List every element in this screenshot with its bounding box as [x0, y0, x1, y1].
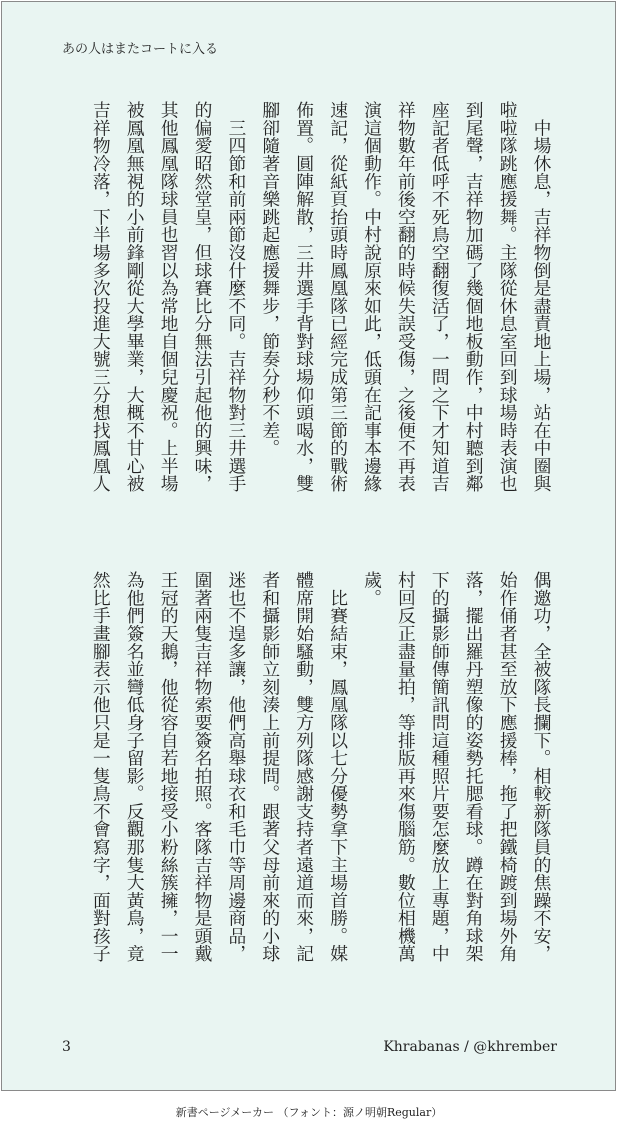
text-column: 比賽結束，鳳凰隊以七分優勢拿下主場首勝。媒 — [327, 571, 349, 963]
text-column: 圍著兩隻吉祥物索要簽名拍照。客隊吉祥物是頭戴 — [192, 571, 213, 963]
text-column: 落，擺出羅丹塑像的姿勢托腮看球。蹲在對角球架 — [463, 571, 485, 963]
text-column: 演這個動作。中村說原來如此，低頭在記事本邊緣 — [361, 101, 383, 493]
text-column: 的偏愛昭然堂皇，但球賽比分無法引起他的興味， — [192, 101, 213, 493]
text-column: 啦啦隊跳應援舞。主隊從休息室回到球場時表演也 — [497, 101, 519, 493]
author-credit: Khrabanas / @khrember — [383, 1039, 557, 1055]
text-column: 體席開始騷動，雙方列隊感謝支持者遠道而來，記 — [293, 571, 315, 963]
text-column: 被鳳凰無視的小前鋒剛從大學畢業，大概不甘心被 — [124, 101, 146, 493]
text-column: 下的攝影師傳簡訊問這種照片要怎麼放上專題，中 — [429, 571, 451, 963]
text-column: 吉祥物冷落，下半場多次投進大號三分想找鳳凰人 — [90, 101, 112, 493]
text-column: 者和攝影師立刻湊上前提問。跟著父母前來的小球 — [259, 571, 281, 963]
page-number: 3 — [62, 1039, 71, 1055]
text-column: 歲。 — [361, 571, 383, 607]
text-column: 三四節和前兩節沒什麼不同。吉祥物對三井選手 — [225, 101, 247, 493]
text-column: 迷也不遑多讓，他們高舉球衣和毛巾等周邊商品， — [225, 571, 247, 963]
text-column: 其他鳳凰隊球員也習以為常地自個兒慶祝。上半場 — [158, 101, 180, 493]
text-column: 然比手畫腳表示他只是一隻鳥不會寫字，面對孩子 — [90, 571, 112, 963]
text-column: 始作俑者甚至放下應援棒，拖了把鐵椅踱到場外角 — [497, 571, 519, 963]
text-column: 到尾聲，吉祥物加碼了幾個地板動作，中村聽到鄰 — [463, 101, 485, 493]
generator-caption: 新書ページメーカー （フォント：源ノ明朝Regular） — [175, 1106, 443, 1119]
text-column: 座記者低呼不死鳥空翻復活了，一問之下才知道吉 — [429, 101, 451, 493]
text-column: 腳卻隨著音樂跳起應援舞步，節奏分秒不差。 — [259, 101, 281, 457]
text-column: 祥物數年前後空翻的時候失誤受傷，之後便不再表 — [395, 101, 417, 493]
text-column: 中場休息，吉祥物倒是盡責地上場，站在中圈與 — [531, 101, 552, 493]
text-column: 為他們簽名並彎低身子留影。反觀那隻大黃鳥，竟 — [124, 571, 146, 963]
text-column: 王冠的天鵝，他從容自若地接受小粉絲簇擁，一一 — [158, 571, 180, 963]
text-column: 村回反正盡量拍，等排版再來傷腦筋。數位相機萬 — [395, 571, 417, 963]
book-page — [1, 1, 616, 1091]
running-header: あの人はまたコートに入る — [62, 42, 219, 57]
text-column: 速記，從紙頁抬頭時鳳凰隊已經完成第三節的戰術 — [327, 101, 349, 493]
text-column: 偶邀功，全被隊長攔下。相較新隊員的焦躁不安， — [531, 571, 552, 963]
text-column: 佈置。圓陣解散，三井選手背對球場仰頭喝水，雙 — [293, 101, 315, 493]
